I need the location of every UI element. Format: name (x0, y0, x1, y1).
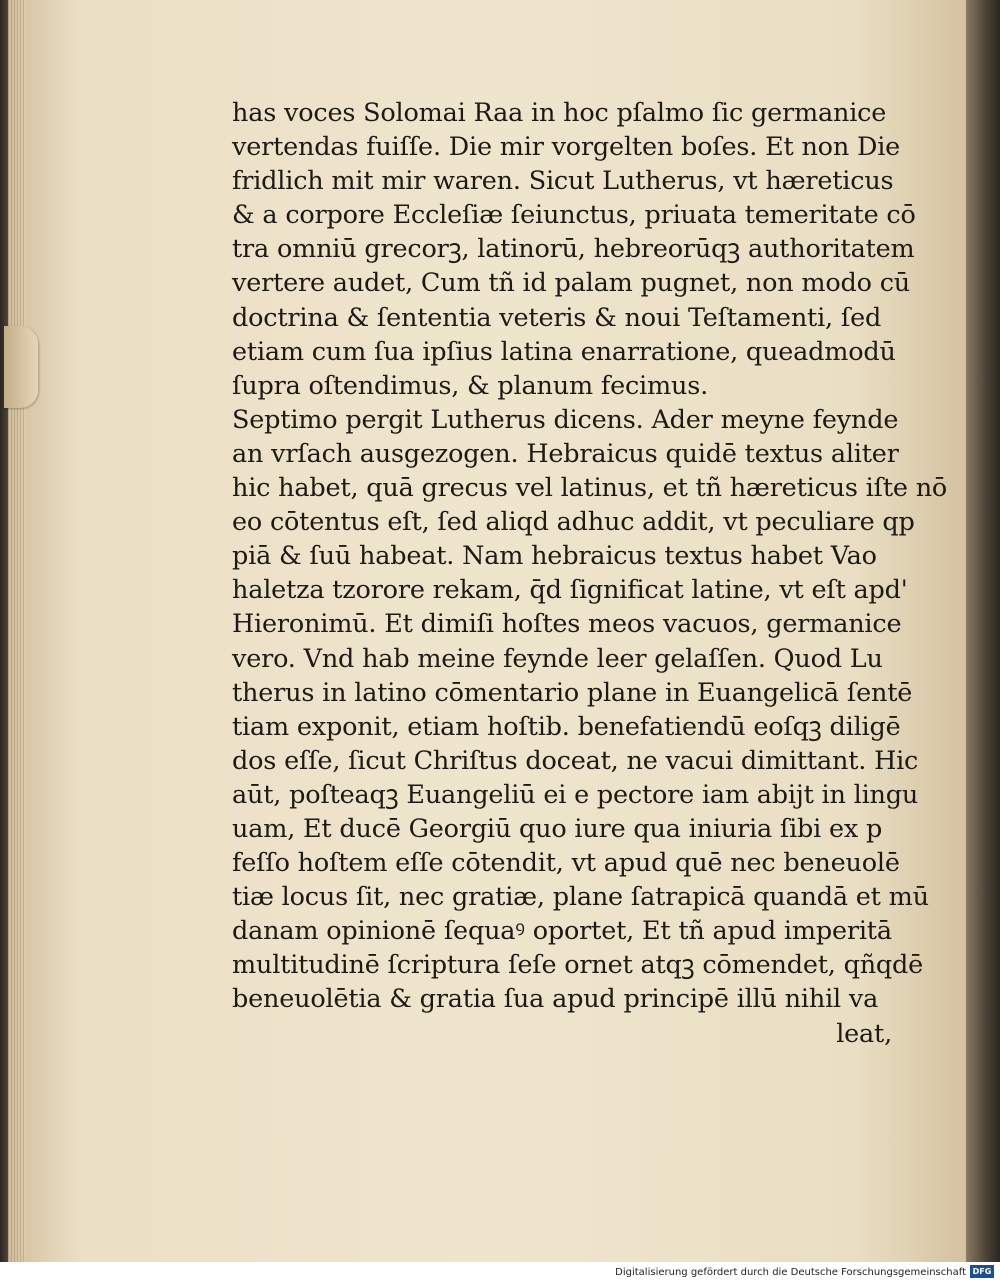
text-line: fridlich mit mir waren. Sicut Lutherus, vt hæreticus (232, 166, 894, 197)
text-line: haletza tzorore rekam, q̄d ſignificat latine, vt eſt apd' (232, 575, 908, 606)
text-line: tiæ locus ſit, nec gratiæ, plane ſatrapicā quandā et mū (232, 882, 929, 913)
text-line: etiam cum ſua ipſius latina enarratione, queadmodū (232, 336, 896, 367)
text-line: vertere audet, Cum tñ id palam pugnet, non modo cū (232, 268, 911, 299)
text-line: aūt, poſteaqꝫ Euangeliū ei e pectore iam abijt in lingu (232, 779, 919, 810)
text-line: Septimo pergit Lutherus dicens. Ader meyne feynde (232, 404, 899, 435)
text-line: ſupra oſtendimus, & planum fecimus. (232, 370, 708, 401)
text-line: Hieronimū. Et dimiſi hoſtes meos vacuos, germanice (232, 609, 902, 640)
text-line: eo cōtentus eſt, ſed aliqd adhuc addit, vt peculiare qp (232, 507, 915, 538)
text-line: feſſo hoſtem eſſe cōtendit, vt apud quē nec beneuolē (232, 848, 900, 879)
text-line: beneuolētia & gratia ſua apud principē illū nihil va (232, 984, 879, 1015)
text-line: uam, Et ducē Georgiū quo iure qua iniuria ſibi ex p (232, 813, 883, 844)
dfg-logo: DFG (970, 1265, 994, 1278)
book-right-edge (966, 0, 1000, 1262)
text-line: dos eſſe, ſicut Chriſtus doceat, ne vacui dimittant. Hic (232, 745, 919, 776)
text-line: danam opinionē ſequaꝰ oportet, Et tñ apud imperitā (232, 916, 892, 947)
text-line: vero. Vnd hab meine feynde leer gelaſſen. Quod Lu (232, 643, 883, 674)
text-line: hic habet, quā grecus vel latinus, et tñ hæreticus iſte nō (232, 473, 948, 504)
text-line: an vrſach ausgezogen. Hebraicus quidē textus aliter (232, 438, 899, 469)
text-line: leat, (836, 1018, 892, 1049)
text-line: & a corpore Eccleſiæ ſeiunctus, priuata temeritate cō (232, 200, 916, 231)
text-line: therus in latino cōmentario plane in Euangelicā ſentē (232, 677, 913, 708)
text-line: has voces Solomai Raa in hoc pſalmo ſic germanice (232, 98, 887, 128)
text-line: piā & ſuū habeat. Nam hebraicus textus habet Vao (232, 541, 877, 572)
page-tab (4, 326, 38, 408)
text-line: tra omniū grecorꝫ, latinorū, hebreorūqꝫ authoritatem (232, 234, 915, 265)
page-text (232, 96, 948, 1051)
text-line: doctrina & ſententia veteris & noui Teſtamenti, ſed (232, 302, 882, 333)
text-line: tiam exponit, etiam hoſtib. benefatiendū eoſqꝫ diligē (232, 711, 901, 742)
text-line: multitudinē ſcriptura ſeſe ornet atqꝫ cōmendet, qñqdē (232, 950, 924, 981)
text-line: vertendas fuiſſe. Die mir vorgelten boſes. Et non Die (232, 132, 901, 163)
funding-credit: Digitalisierung gefördert durch die Deutsche Forschungsgemeinschaft (615, 1267, 966, 1278)
